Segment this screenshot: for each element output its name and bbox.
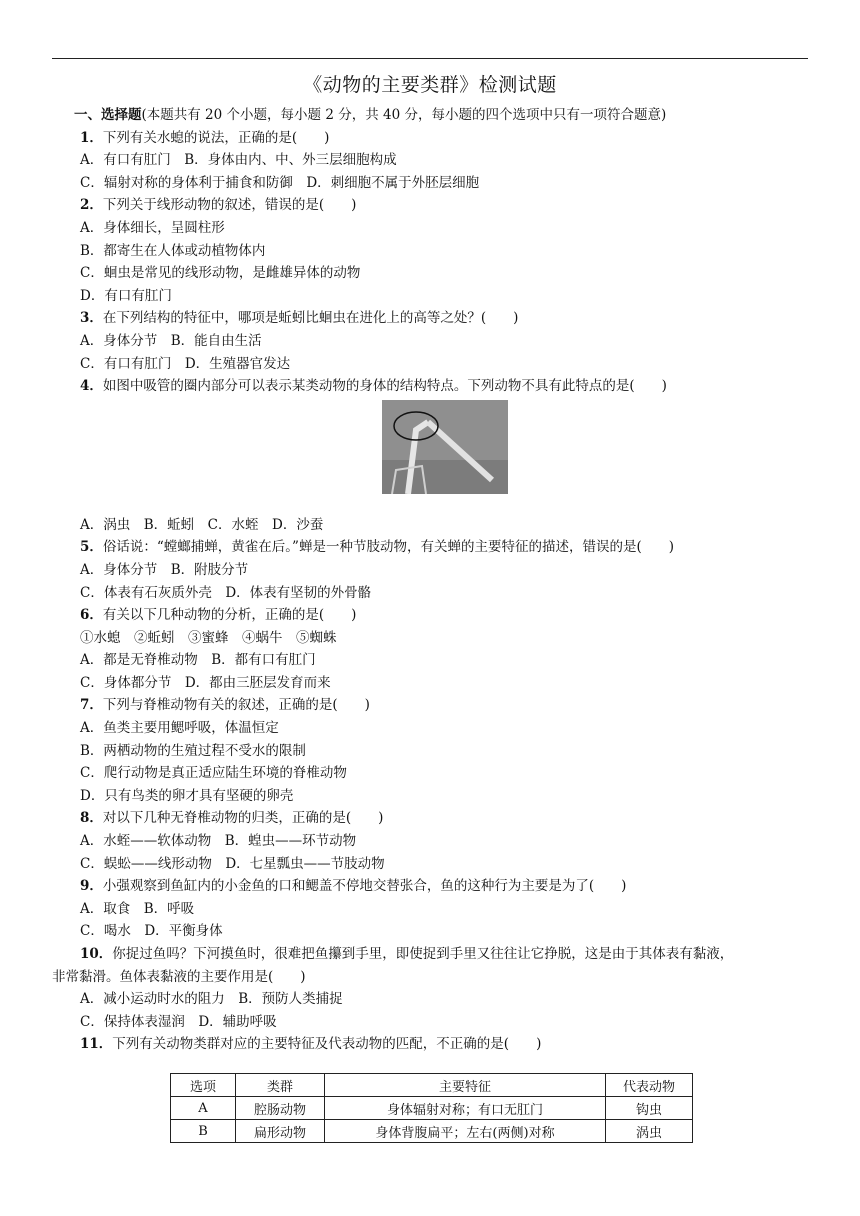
page-title: 《动物的主要类群》检测试题 bbox=[303, 74, 557, 96]
straw-photo bbox=[382, 400, 508, 494]
question-9-option-line: C．喝水 D．平衡身体 bbox=[80, 923, 223, 940]
question-11-table bbox=[170, 1073, 693, 1143]
table-cell: 涡虫 bbox=[606, 1120, 693, 1143]
question-8-stem: 8．对以下几种无脊椎动物的归类，正确的是( ) bbox=[80, 810, 384, 827]
question-2-option-line: A．身体细长，呈圆柱形 bbox=[80, 219, 225, 236]
table-header-row bbox=[171, 1074, 693, 1097]
question-3-stem: 3．在下列结构的特征中，哪项是蚯蚓比蛔虫在进化上的高等之处？( ) bbox=[80, 310, 519, 327]
question-9-stem: 9．小强观察到鱼缸内的小金鱼的口和鳃盖不停地交替张合，鱼的这种行为主要是为了( ) bbox=[80, 878, 627, 895]
question-6-option-line: C．身体都分节 D．都由三胚层发育而来 bbox=[80, 674, 331, 691]
question-7-option-line: B．两栖动物的生殖过程不受水的限制 bbox=[80, 742, 306, 759]
question-9-option-line: A．取食 B．呼吸 bbox=[80, 900, 195, 917]
question-3-option-line: A．身体分节 B．能自由生活 bbox=[80, 332, 262, 349]
question-5-option-line: C．体表有石灰质外壳 D．体表有坚韧的外骨骼 bbox=[80, 584, 372, 601]
table-cell: 腔肠动物 bbox=[236, 1097, 325, 1120]
question-1-option-line: A．有口有肛门 B．身体由内、中、外三层细胞构成 bbox=[80, 152, 397, 169]
question-list bbox=[52, 104, 810, 1056]
question-10-stem-continued: 非常黏滑。鱼体表黏液的主要作用是( ) bbox=[52, 968, 306, 985]
question-6-stem: 6．有关以下几种动物的分析，正确的是( ) bbox=[80, 607, 357, 624]
table-cell: 钩虫 bbox=[606, 1097, 693, 1120]
section-heading: 一、选择题 bbox=[74, 107, 142, 123]
table-cell: A bbox=[171, 1097, 236, 1120]
question-7-option-line: A．鱼类主要用鳃呼吸，体温恒定 bbox=[80, 720, 279, 737]
question-4-stem: 4．如图中吸管的圈内部分可以表示某类动物的身体的结构特点。下列动物不具有此特点的是( ) bbox=[80, 378, 667, 395]
table-header-cell: 主要特征 bbox=[325, 1074, 606, 1097]
question-5-option-line: A．身体分节 B．附肢分节 bbox=[80, 561, 249, 578]
question-6-option-line: A．都是无脊椎动物 B．都有口有肛门 bbox=[80, 652, 316, 669]
question-5-stem: 5．俗话说：“螳螂捕蝉，黄雀在后。”蝉是一种节肢动物，有关蝉的主要特征的描述，错误的是( ) bbox=[80, 539, 674, 556]
table-row bbox=[171, 1097, 693, 1120]
question-6-option-line: ①水螅 ②蚯蚓 ③蜜蜂 ④蜗牛 ⑤蜘蛛 bbox=[80, 629, 337, 646]
question-1-option-line: C．辐射对称的身体利于捕食和防御 D．刺细胞不属于外胚层细胞 bbox=[80, 174, 480, 191]
top-rule bbox=[52, 58, 808, 59]
section-note: (本题共有 20 个小题，每小题 2 分，共 40 分，每小题的四个选项中只有一项符合题意) bbox=[141, 107, 667, 123]
question-10-option-line: A．减小运动时水的阻力 B．预防人类捕捉 bbox=[80, 991, 343, 1008]
question-10-option-line: C．保持体表湿润 D．辅助呼吸 bbox=[80, 1013, 277, 1030]
section-header bbox=[74, 104, 810, 127]
question-7-option-line: C．爬行动物是真正适应陆生环境的脊椎动物 bbox=[80, 765, 347, 782]
question-8-option-line: C．蜈蚣——线形动物 D．七星瓢虫——节肢动物 bbox=[80, 855, 385, 872]
question-10-stem: 10．你捉过鱼吗？下河摸鱼时，很难把鱼攥到手里，即使捉到手里又往往让它挣脱，这是由于其体表有黏液， bbox=[80, 946, 734, 962]
table-row bbox=[171, 1120, 693, 1143]
question-8-option-line: A．水蛭——软体动物 B．蝗虫——环节动物 bbox=[80, 833, 357, 850]
table-header-cell: 代表动物 bbox=[606, 1074, 693, 1097]
table-header-cell: 选项 bbox=[171, 1074, 236, 1097]
question-2-stem: 2．下列关于线形动物的叙述，错误的是( ) bbox=[80, 197, 357, 214]
question-2-option-line: D．有口有肛门 bbox=[80, 287, 172, 304]
table-cell: 身体辐射对称；有口无肛门 bbox=[325, 1097, 606, 1120]
table-cell: 扁形动物 bbox=[236, 1120, 325, 1143]
question-2-option-line: B．都寄生在人体或动植物体内 bbox=[80, 242, 266, 259]
question-1-stem: 1．下列有关水螅的说法，正确的是( ) bbox=[80, 129, 330, 146]
question-7-option-line: D．只有鸟类的卵才具有坚硬的卵壳 bbox=[80, 787, 294, 804]
table-header-cell: 类群 bbox=[236, 1074, 325, 1097]
question-7-stem: 7．下列与脊椎动物有关的叙述，正确的是( ) bbox=[80, 697, 370, 714]
figure-container bbox=[80, 398, 810, 514]
table-cell: B bbox=[171, 1120, 236, 1143]
question-11-stem: 11．下列有关动物类群对应的主要特征及代表动物的匹配，不正确的是( ) bbox=[80, 1036, 542, 1053]
question-2-option-line: C．蛔虫是常见的线形动物，是雌雄异体的动物 bbox=[80, 265, 361, 282]
table-cell: 身体背腹扁平；左右(两侧)对称 bbox=[325, 1120, 606, 1143]
question-4-option-line: A．涡虫 B．蚯蚓 C．水蛭 D．沙蚕 bbox=[80, 516, 324, 533]
question-3-option-line: C．有口有肛门 D．生殖器官发达 bbox=[80, 355, 291, 372]
